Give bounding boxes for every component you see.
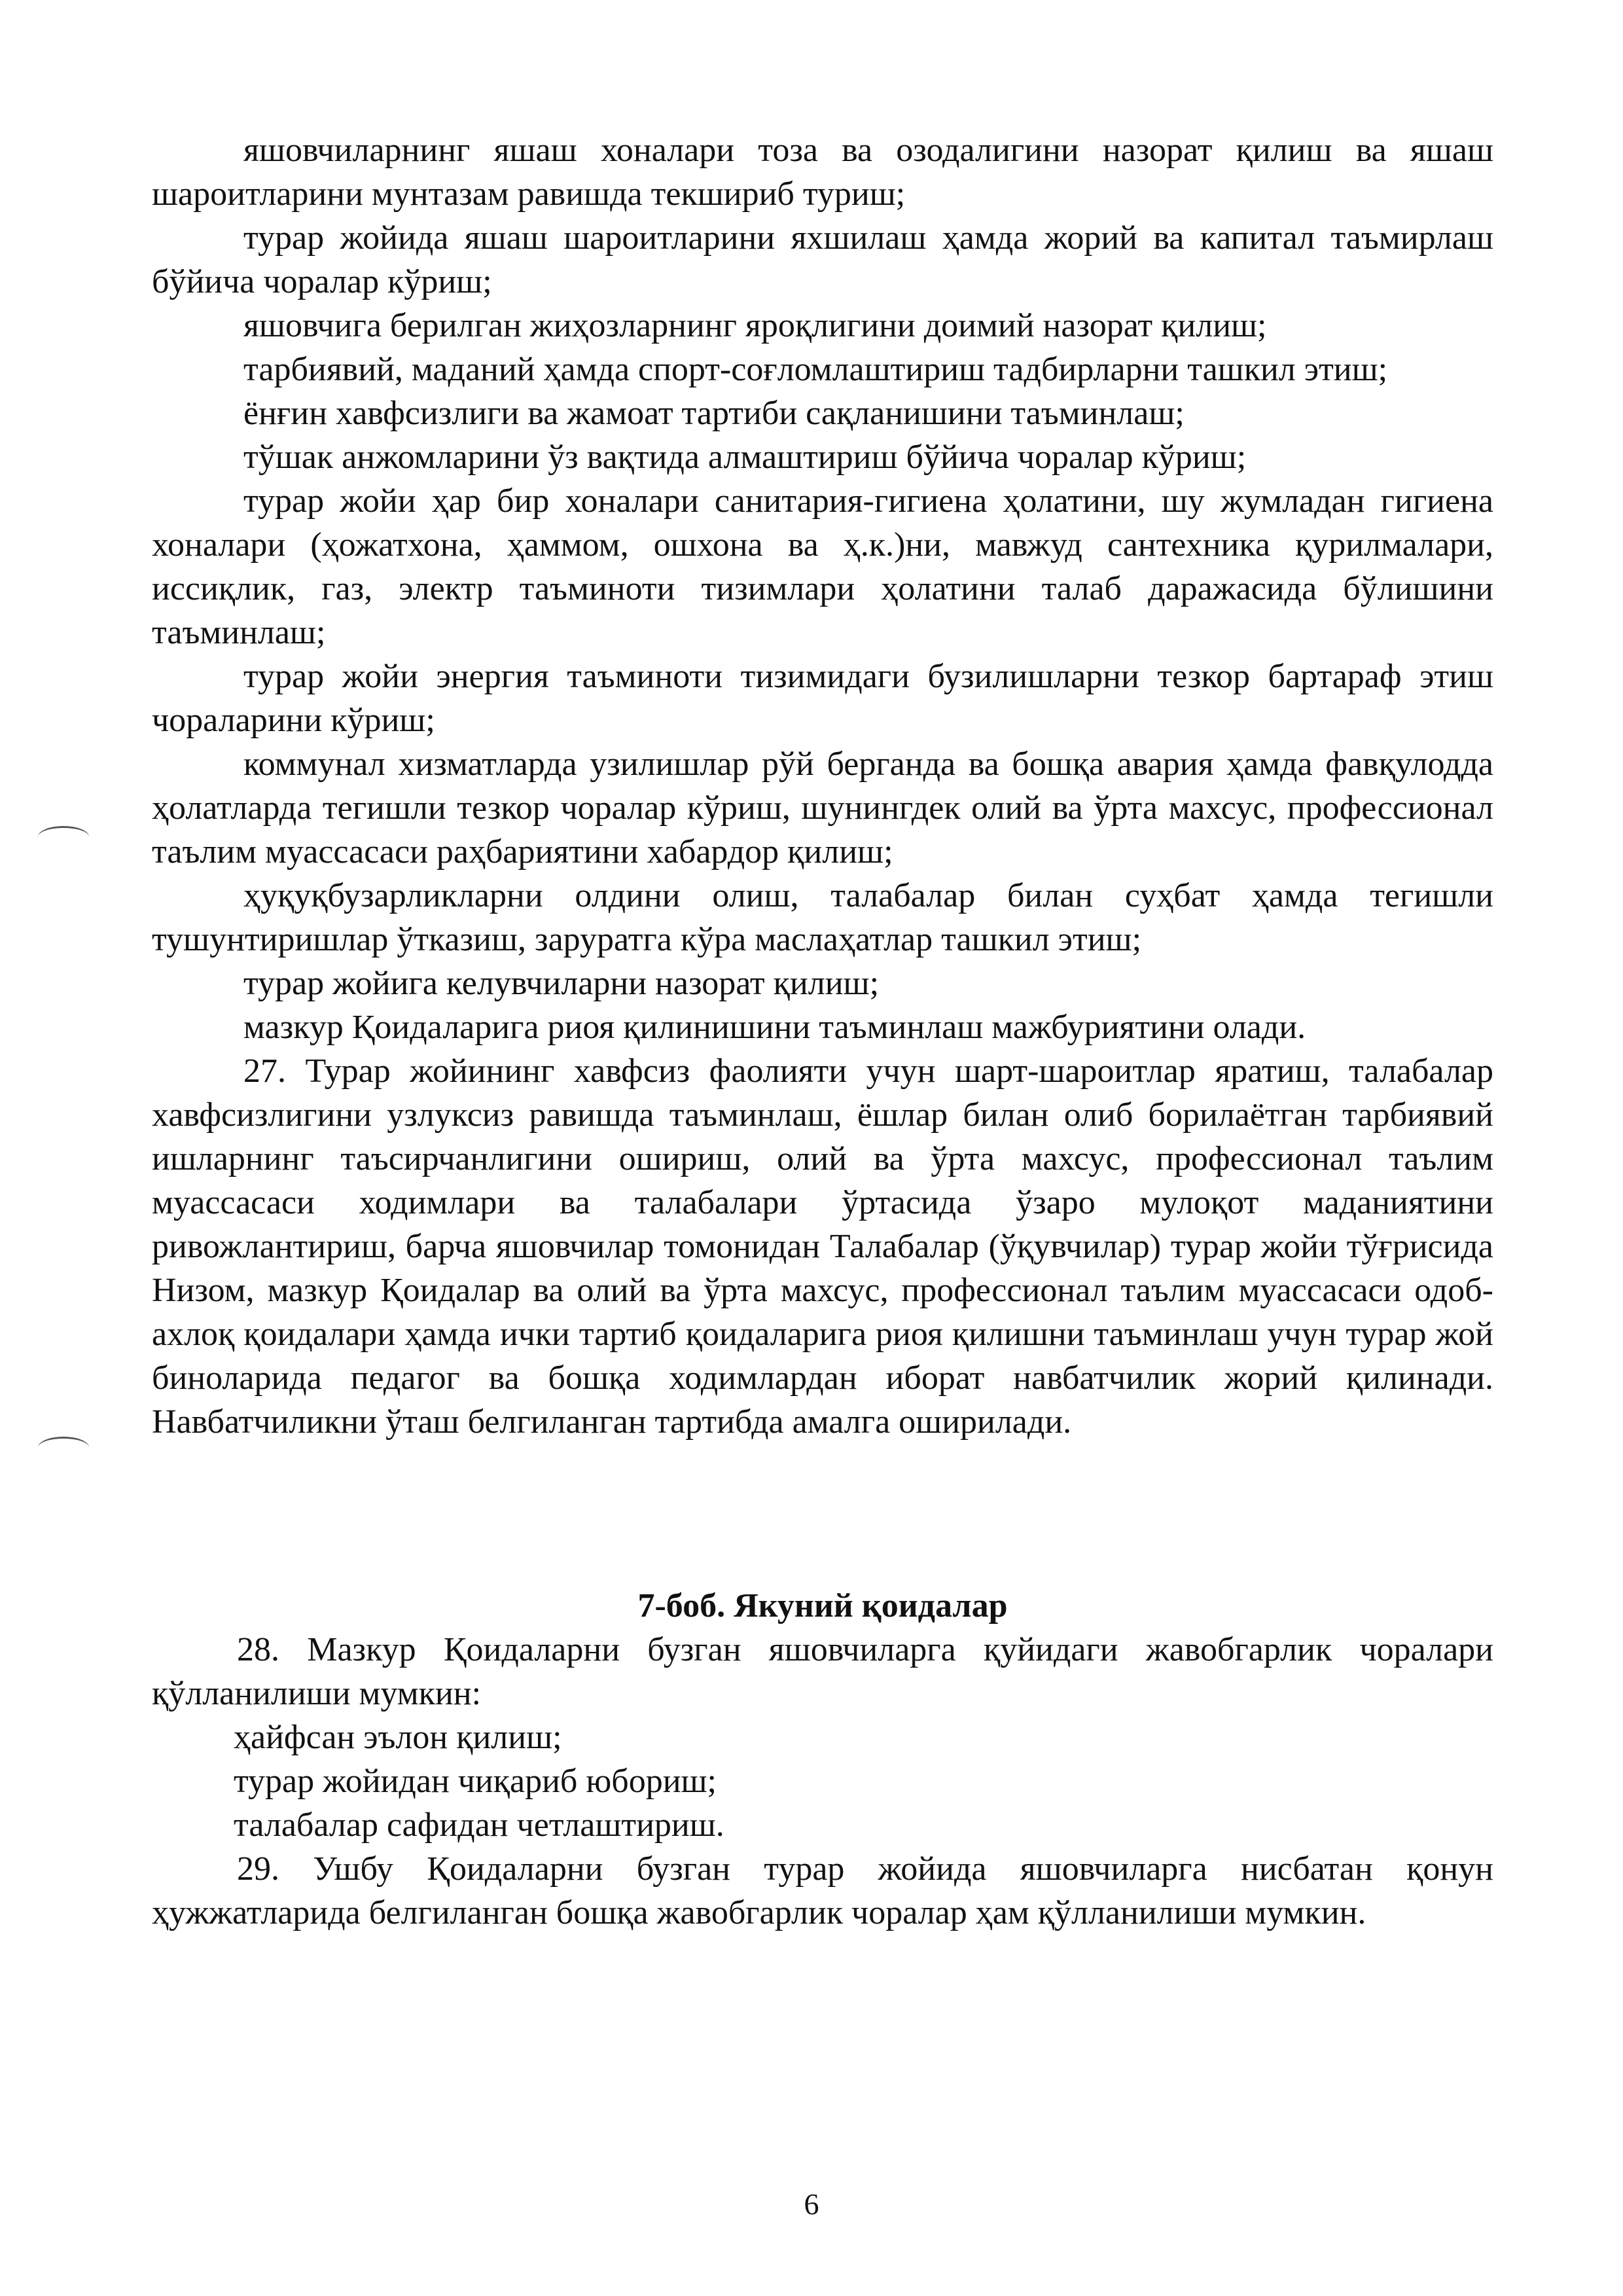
- paragraph-28: 28. Мазкур Қоидаларни бузган яшовчиларга қуйидаги жавобгарлик чоралари қўлланилиши мумкин:: [152, 1631, 1493, 1712]
- paragraph: ёнғин хавфсизлиги ва жамоат тартиби сақланишини таъминлаш;: [243, 395, 1185, 432]
- paragraph: яшовчиларнинг яшаш хоналари тоза ва озодалигини назорат қилиш ва яшаш шароитларини мунтазам равишда текшириб туриш;: [152, 132, 1493, 213]
- paragraph: ҳуқуқбузарликларни олдини олиш, талабалар билан суҳбат ҳамда тегишли тушунтиришлар ўтказиш, заруратга кўра маслаҳатлар ташкил этиш;: [152, 877, 1493, 958]
- paragraph: тўшак анжомларини ўз вақтида алмаштириш бўйича чоралар кўриш;: [243, 439, 1247, 476]
- paragraph: турар жойи ҳар бир хоналари санитария-гигиена ҳолатини, шу жумладан гигиена хоналари (ҳожатхона, ҳаммом, ошхона ва ҳ.к.)ни, мавжуд сантехника қурилмалари, иссиқлик, газ, электр таъминоти тизимлари ҳолатини талаб даражасида бўлишини таъминлаш;: [152, 482, 1493, 651]
- list-item: талабалар сафидан четлаштириш.: [234, 1806, 724, 1844]
- punch-hole-mark: [38, 826, 89, 848]
- page-number: 6: [804, 2187, 819, 2221]
- section-title: 7-боб. Якуний қоидалар: [637, 1587, 1008, 1624]
- list-item: турар жойидан чиқариб юбориш;: [234, 1763, 717, 1800]
- paragraph: мазкур Қоидаларига риоя қилинишини таъминлаш мажбуриятини олади.: [243, 1009, 1306, 1046]
- body-text-top: [152, 128, 1493, 1444]
- paragraph: коммунал хизматларда узилишлар рўй берганда ва бошқа авария ҳамда фавқулодда ҳолатларда тегишли тезкор чоралар кўриш, шунингдек олий ва ўрта махсус, профессионал таълим муассасаси раҳбариятини хабардор қилиш;: [152, 745, 1493, 870]
- paragraph-29: 29. Ушбу Қоидаларни бузган турар жойида яшовчиларга нисбатан қонун ҳужжатларида белгиланган бошқа жавобгарлик чоралар ҳам қўлланилиши мумкин.: [152, 1850, 1493, 1931]
- paragraph: тарбиявий, маданий ҳамда спорт-соғломлаштириш тадбирларни ташкил этиш;: [243, 351, 1388, 388]
- body-text-bottom: [152, 1628, 1493, 1935]
- paragraph: яшовчига берилган жиҳозларнинг яроқлигини доимий назорат қилиш;: [243, 307, 1267, 344]
- paragraph-27: 27. Турар жойининг хавфсиз фаолияти учун шарт-шароитлар яратиш, талабалар хавфсизлигини узлуксиз равишда таъминлаш, ёшлар билан олиб борилаётган тарбиявий ишларнинг таъсирчанлигини ошириш, олий ва ўрта махсус, профессионал таълим муассасаси ходимлари ва талабалари ўртасида ўзаро мулоқот маданиятини ривожлантириш, барча яшовчилар томонидан Талабалар (ўқувчилар) турар жойи тўғрисида Низом, мазкур Қоидалар ва олий ва ўрта махсус, профессионал таълим муассасаси одоб-ахлоқ қоидалари ҳамда ички тартиб қоидаларига риоя қилишни таъминлаш учун турар жой биноларида педагог ва бошқа ходимлардан иборат навбатчилик жорий қилинади. Навбатчиликни ўташ белгиланган тартибда амалга оширилади.: [152, 1052, 1493, 1441]
- paragraph: турар жойига келувчиларни назорат қилиш;: [243, 965, 880, 1002]
- list-item: ҳайфсан эълон қилиш;: [234, 1719, 562, 1756]
- paragraph: турар жойида яшаш шароитларини яхшилаш ҳамда жорий ва капитал таъмирлаш бўйича чоралар кўриш;: [152, 219, 1493, 300]
- paragraph: турар жойи энергия таъминоти тизимидаги бузилишларни тезкор бартараф этиш чораларини кўриш;: [152, 658, 1493, 739]
- punch-hole-mark: [38, 1437, 89, 1458]
